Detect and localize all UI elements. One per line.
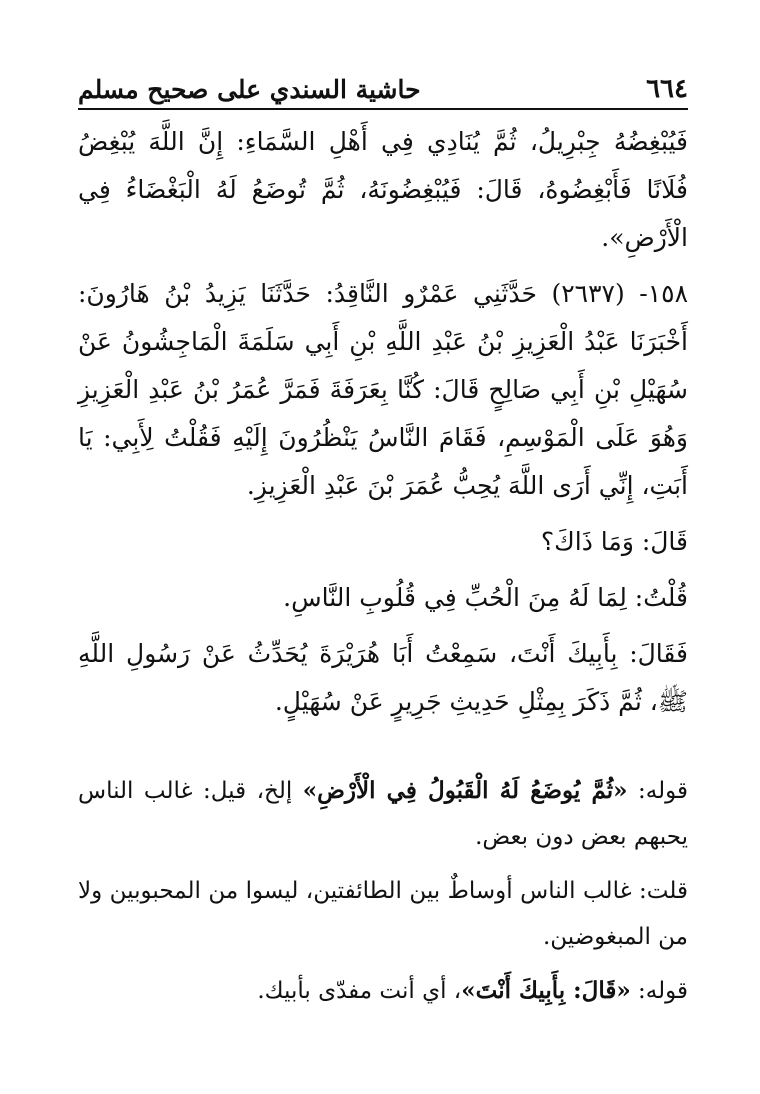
quoted-phrase: «ثُمَّ يُوضَعُ لَهُ الْقَبُولُ فِي الْأَرْضِ» (302, 777, 628, 804)
hadith-paragraph: فَيُبْغِضُهُ جِبْرِيلُ، ثُمَّ يُنَادِي فِي أَهْلِ السَّمَاءِ: إِنَّ اللَّهَ يُبْغِضُ فُلَانًا فَأَبْغِضُوهُ، قَالَ: فَيُبْغِضُونَهُ، ثُمَّ تُوضَعُ لَهُ الْبَغْضَاءُ فِي الْأَرْضِ». (78, 127, 688, 252)
hadith-paragraph: قُلْتُ: لِمَا لَهُ مِنَ الْحُبِّ فِي قُلُوبِ النَّاسِ. (283, 583, 688, 612)
hadith-paragraph: قَالَ: وَمَا ذَاكَ؟ (540, 527, 688, 556)
commentary-paragraph (78, 968, 688, 1014)
commentary-paragraph (78, 768, 688, 860)
commentary-paragraph: قلت: غالب الناس أوساطٌ بين الطائفتين، ليسوا من المحبوبين ولا من المبغوضين. (78, 878, 688, 950)
note-lead: قوله: (630, 978, 688, 1004)
note-text: إلخ، قيل: غالب الناس يحبهم بعض دون بعض. (78, 778, 688, 850)
running-title: حاشية السندي على صحيح مسلم (78, 75, 421, 104)
note-lead: قوله: (627, 778, 688, 804)
hadith-text (78, 118, 688, 726)
note-text: ، أي أنت مفدّى بأبيك. (257, 978, 462, 1004)
running-header (78, 62, 688, 110)
hadith-paragraph: ١٥٨- (٢٦٣٧) حَدَّثَنِي عَمْرٌو النَّاقِدُ: حَدَّثَنَا يَزِيدُ بْنُ هَارُونَ: أَخْبَرَنَا عَبْدُ الْعَزِيزِ بْنُ عَبْدِ اللَّهِ بْنِ أَبِي سَلَمَةَ الْمَاجِشُونُ عَنْ سُهَيْلِ بْنِ أَبِي صَالِحٍ قَالَ: كُنَّا بِعَرَفَةَ فَمَرَّ عُمَرُ بْنُ عَبْدِ الْعَزِيزِ وَهُوَ عَلَى الْمَوْسِمِ، فَقَامَ النَّاسُ يَنْظُرُونَ إِلَيْهِ فَقُلْتُ لِأَبِي: يَا أَبَتِ، إِنِّي أَرَى اللَّهَ يُحِبُّ عُمَرَ بْنَ عَبْدِ الْعَزِيزِ. (78, 279, 689, 500)
quoted-phrase: «قَالَ: بِأَبِيكَ أَنْتَ» (461, 977, 631, 1004)
hadith-paragraph: فَقَالَ: بِأَبِيكَ أَنْتَ، سَمِعْتُ أَبَا هُرَيْرَةَ يُحَدِّثُ عَنْ رَسُولِ اللَّهِ ﷺ، ثُمَّ ذَكَرَ بِمِثْلِ حَدِيثِ جَرِيرٍ عَنْ سُهَيْلٍ. (78, 639, 688, 716)
page-number: ٦٦٤ (646, 74, 688, 104)
commentary-notes (78, 768, 688, 1022)
